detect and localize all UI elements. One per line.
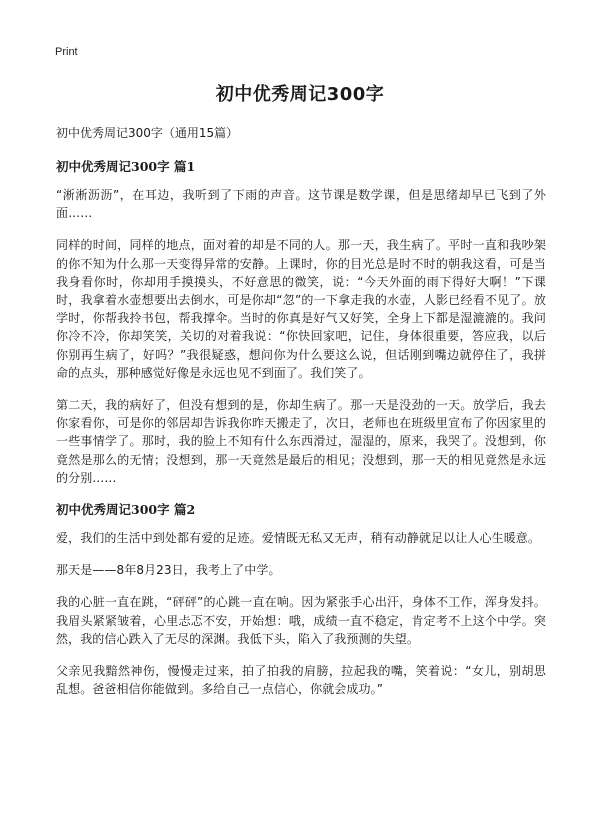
page-title: 初中优秀周记300字 xyxy=(215,84,385,105)
print-link[interactable]: Print xyxy=(55,46,78,58)
paragraph: “淅淅沥沥”，在耳边，我听到了下雨的声音。这节课是数学课，但是思绪却早已飞到了外面…… xyxy=(56,188,546,221)
section-heading: 初中优秀周记300字 篇2 xyxy=(56,502,196,518)
section-2 xyxy=(56,501,546,698)
paragraph: 我的心脏一直在跳，“砰砰”的心跳一直在响。因为紧张手心出汗，身体不工作，浑身发抖。我眉头紧紧皱着，心里忐忑不安，开始想：哦，成绩一直不稳定，肯定考不上这个中学。突然，我的信心跌入了无尽的深渊。我低下头，陷入了我预测的失望。 xyxy=(56,595,546,646)
paragraph: 第二天，我的病好了，但没有想到的是，你却生病了。那一天是没劲的一天。放学后，我去你家看你，可是你的邻居却告诉我你昨天搬走了，次日，老师也在班级里宣布了你因家里的一些事情学了。那时，我的脸上不知有什么东西滑过，湿湿的，原来，我哭了。没想到，你竟然是那么的无情；没想到，那一天竟然是最后的相见；没想到，那一天的相见竟然是永远的分别…… xyxy=(56,398,546,485)
section-1 xyxy=(56,158,546,487)
paragraph: 那天是——8年8月23日，我考上了中学。 xyxy=(56,563,281,578)
paragraph: 父亲见我黯然神伤，慢慢走过来，拍了拍我的肩膀，拉起我的嘴，笑着说：“女儿，别胡思乱想。爸爸相信你能做到。多给自己一点信心，你就会成功。” xyxy=(56,664,546,697)
paragraph: 爱，我们的生活中到处都有爱的足迹。爱情既无私又无声，稍有动静就足以让人心生暖意。 xyxy=(56,531,541,546)
article-subtitle: 初中优秀周记300字（通用15篇） xyxy=(56,126,239,140)
section-heading: 初中优秀周记300字 篇1 xyxy=(56,159,196,174)
article-body xyxy=(56,124,546,712)
paragraph: 同样的时间，同样的地点，面对着的却是不同的人。那一天，我生病了。平时一直和我吵架的你不知为什么那一天变得异常的安静。上课时，你的目光总是时不时的朝我这看，可是当我身看你时，你却用手摸摸头，不好意思的微笑，说：“今天外面的雨下得好大啊！”下课时，我拿着水壶想要出去倒水，可是你却“忽”的一下拿走我的水壶，人影已经看不见了。放学时，你帮我拎书包，帮我撑伞。当时的你真是好气又好笑，全身上下都是湿漉漉的。我问你冷不冷，你却笑笑，关切的对着我说：“你快回家吧，记住，身体很重要，答应我，以后你别再生病了，好吗？”我很疑惑，想问你为什么要这么说，但话刚到嘴边就停住了，我拼命的点头，那种感觉好像是永远也见不到面了。我们笑了。 xyxy=(56,238,546,380)
